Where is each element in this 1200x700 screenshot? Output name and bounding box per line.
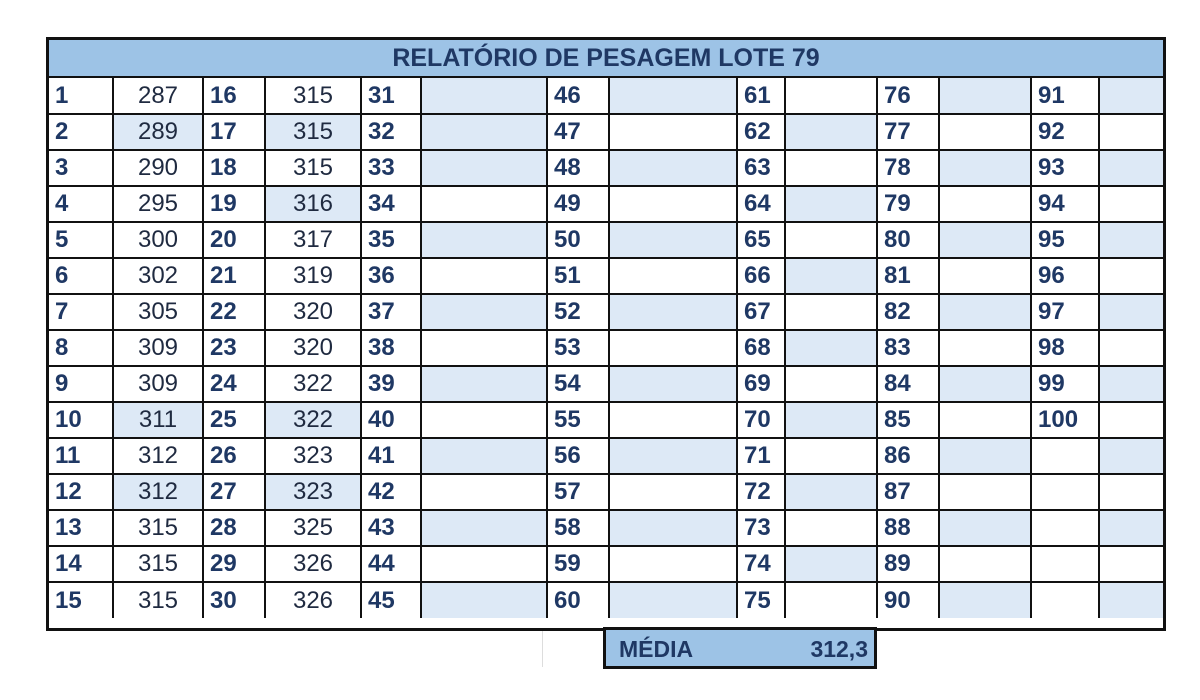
weight-cell (421, 330, 547, 366)
animal-number-cell: 84 (877, 366, 939, 402)
animal-number-cell: 29 (203, 546, 265, 582)
animal-number-cell: 78 (877, 150, 939, 186)
animal-number-cell: 92 (1031, 114, 1099, 150)
animal-number-cell: 91 (1031, 78, 1099, 114)
animal-number-cell (1031, 438, 1099, 474)
animal-number-cell: 67 (737, 294, 785, 330)
weight-cell (421, 294, 547, 330)
weight-cell (609, 546, 737, 582)
weight-cell: 315 (113, 546, 203, 582)
animal-number-cell: 93 (1031, 150, 1099, 186)
weight-cell: 317 (265, 222, 361, 258)
animal-number-cell: 68 (737, 330, 785, 366)
animal-number-cell: 50 (547, 222, 609, 258)
animal-number-cell: 71 (737, 438, 785, 474)
weight-cell (421, 402, 547, 438)
animal-number-cell: 56 (547, 438, 609, 474)
weight-cell (609, 438, 737, 474)
animal-number-cell: 77 (877, 114, 939, 150)
weight-cell (1099, 438, 1163, 474)
animal-number-cell: 16 (203, 78, 265, 114)
weight-cell: 315 (113, 510, 203, 546)
table-row (49, 186, 1163, 222)
weight-cell (785, 186, 877, 222)
weight-cell: 315 (113, 582, 203, 618)
animal-number-cell: 96 (1031, 258, 1099, 294)
weight-cell (785, 510, 877, 546)
weight-cell (609, 186, 737, 222)
weight-cell (785, 150, 877, 186)
animal-number-cell: 60 (547, 582, 609, 618)
weight-cell (1099, 366, 1163, 402)
weight-cell (1099, 78, 1163, 114)
weight-cell (421, 258, 547, 294)
weight-cell (421, 222, 547, 258)
animal-number-cell: 46 (547, 78, 609, 114)
animal-number-cell: 83 (877, 330, 939, 366)
weight-cell (421, 114, 547, 150)
weight-cell: 300 (113, 222, 203, 258)
average-box (603, 627, 877, 669)
table-row (49, 114, 1163, 150)
animal-number-cell: 3 (49, 150, 113, 186)
animal-number-cell: 72 (737, 474, 785, 510)
animal-number-cell: 64 (737, 186, 785, 222)
weight-cell (785, 330, 877, 366)
weight-cell (609, 258, 737, 294)
weight-cell (939, 222, 1031, 258)
weight-cell (1099, 114, 1163, 150)
weight-cell (609, 510, 737, 546)
weight-cell: 309 (113, 366, 203, 402)
animal-number-cell: 59 (547, 546, 609, 582)
animal-number-cell: 82 (877, 294, 939, 330)
animal-number-cell: 49 (547, 186, 609, 222)
weight-cell (785, 78, 877, 114)
weight-cell (939, 150, 1031, 186)
animal-number-cell: 69 (737, 366, 785, 402)
weight-cell (785, 402, 877, 438)
weight-cell (609, 330, 737, 366)
animal-number-cell: 20 (203, 222, 265, 258)
weight-cell: 323 (265, 474, 361, 510)
weight-cell (939, 474, 1031, 510)
weight-cell (785, 366, 877, 402)
weight-cell (1099, 330, 1163, 366)
weighing-report-table (46, 37, 1166, 631)
weight-cell (939, 114, 1031, 150)
weight-cell: 305 (113, 294, 203, 330)
weight-cell (939, 330, 1031, 366)
table-row (49, 402, 1163, 438)
weight-cell (785, 222, 877, 258)
animal-number-cell: 10 (49, 402, 113, 438)
weight-cell (785, 582, 877, 618)
animal-number-cell: 17 (203, 114, 265, 150)
average-label: MÉDIA (619, 636, 694, 662)
animal-number-cell: 7 (49, 294, 113, 330)
animal-number-cell: 37 (361, 294, 421, 330)
weight-cell (609, 78, 737, 114)
animal-number-cell: 53 (547, 330, 609, 366)
weight-cell (421, 150, 547, 186)
animal-number-cell: 73 (737, 510, 785, 546)
weight-cell (785, 114, 877, 150)
weight-cell (421, 78, 547, 114)
animal-number-cell: 70 (737, 402, 785, 438)
table-row (49, 546, 1163, 582)
animal-number-cell: 22 (203, 294, 265, 330)
divider (542, 631, 543, 667)
weight-cell: 315 (265, 114, 361, 150)
weight-cell (785, 438, 877, 474)
animal-number-cell: 76 (877, 78, 939, 114)
animal-number-cell: 57 (547, 474, 609, 510)
weight-cell: 322 (265, 402, 361, 438)
report-title: RELATÓRIO DE PESAGEM LOTE 79 (49, 40, 1163, 78)
weight-cell (939, 402, 1031, 438)
animal-number-cell: 9 (49, 366, 113, 402)
weight-cell (421, 366, 547, 402)
animal-number-cell: 95 (1031, 222, 1099, 258)
weight-cell (939, 546, 1031, 582)
animal-number-cell: 45 (361, 582, 421, 618)
animal-number-cell: 94 (1031, 186, 1099, 222)
animal-number-cell: 35 (361, 222, 421, 258)
animal-number-cell (1031, 546, 1099, 582)
animal-number-cell: 65 (737, 222, 785, 258)
weight-cell (609, 582, 737, 618)
weight-cell: 302 (113, 258, 203, 294)
weight-cell: 312 (113, 438, 203, 474)
animal-number-cell: 48 (547, 150, 609, 186)
table-row (49, 258, 1163, 294)
animal-number-cell: 97 (1031, 294, 1099, 330)
weight-cell (1099, 510, 1163, 546)
weight-cell: 311 (113, 402, 203, 438)
weight-cell (939, 582, 1031, 618)
weight-cell: 290 (113, 150, 203, 186)
weight-cell: 322 (265, 366, 361, 402)
animal-number-cell: 31 (361, 78, 421, 114)
weight-cell (785, 474, 877, 510)
animal-number-cell: 1 (49, 78, 113, 114)
weight-cell (609, 294, 737, 330)
weight-cell (421, 546, 547, 582)
weight-cell: 320 (265, 294, 361, 330)
weight-cell (785, 546, 877, 582)
animal-number-cell: 15 (49, 582, 113, 618)
weight-cell (785, 258, 877, 294)
animal-number-cell: 44 (361, 546, 421, 582)
weight-cell (609, 150, 737, 186)
weight-cell (421, 438, 547, 474)
animal-number-cell (1031, 474, 1099, 510)
weight-cell: 326 (265, 546, 361, 582)
table-row (49, 582, 1163, 618)
weight-cell (421, 474, 547, 510)
animal-number-cell: 41 (361, 438, 421, 474)
animal-number-cell: 42 (361, 474, 421, 510)
animal-number-cell (1031, 510, 1099, 546)
animal-number-cell: 89 (877, 546, 939, 582)
animal-number-cell: 26 (203, 438, 265, 474)
average-value: 312,3 (810, 636, 868, 662)
animal-number-cell: 13 (49, 510, 113, 546)
animal-number-cell: 62 (737, 114, 785, 150)
animal-number-cell: 51 (547, 258, 609, 294)
table-row (49, 438, 1163, 474)
animal-number-cell: 36 (361, 258, 421, 294)
animal-number-cell: 34 (361, 186, 421, 222)
animal-number-cell: 5 (49, 222, 113, 258)
animal-number-cell: 32 (361, 114, 421, 150)
weight-cell (939, 294, 1031, 330)
animal-number-cell: 87 (877, 474, 939, 510)
animal-number-cell: 2 (49, 114, 113, 150)
animal-number-cell: 6 (49, 258, 113, 294)
weight-cell (939, 366, 1031, 402)
animal-number-cell: 75 (737, 582, 785, 618)
weight-cell (1099, 258, 1163, 294)
table-row (49, 474, 1163, 510)
weight-cell (609, 114, 737, 150)
table-row (49, 222, 1163, 258)
weight-cell (609, 222, 737, 258)
weights-grid-body (49, 78, 1163, 618)
animal-number-cell: 23 (203, 330, 265, 366)
weight-cell (1099, 294, 1163, 330)
animal-number-cell: 21 (203, 258, 265, 294)
animal-number-cell: 90 (877, 582, 939, 618)
weight-cell: 320 (265, 330, 361, 366)
weight-cell (1099, 402, 1163, 438)
weight-cell (609, 474, 737, 510)
weight-cell (421, 582, 547, 618)
animal-number-cell: 43 (361, 510, 421, 546)
table-row (49, 294, 1163, 330)
animal-number-cell: 58 (547, 510, 609, 546)
weight-cell (939, 510, 1031, 546)
weight-cell: 323 (265, 438, 361, 474)
animal-number-cell: 39 (361, 366, 421, 402)
animal-number-cell: 88 (877, 510, 939, 546)
weights-grid (49, 78, 1163, 618)
weight-cell (1099, 582, 1163, 618)
animal-number-cell: 74 (737, 546, 785, 582)
animal-number-cell: 81 (877, 258, 939, 294)
weight-cell: 315 (265, 150, 361, 186)
animal-number-cell: 100 (1031, 402, 1099, 438)
animal-number-cell: 86 (877, 438, 939, 474)
animal-number-cell: 98 (1031, 330, 1099, 366)
animal-number-cell: 4 (49, 186, 113, 222)
weight-cell: 287 (113, 78, 203, 114)
weight-cell (939, 438, 1031, 474)
animal-number-cell: 18 (203, 150, 265, 186)
weight-cell (609, 366, 737, 402)
weight-cell: 309 (113, 330, 203, 366)
weight-cell: 316 (265, 186, 361, 222)
weight-cell (939, 78, 1031, 114)
weight-cell (1099, 186, 1163, 222)
weight-cell (785, 294, 877, 330)
weight-cell (939, 258, 1031, 294)
table-row (49, 150, 1163, 186)
weight-cell (1099, 546, 1163, 582)
animal-number-cell: 99 (1031, 366, 1099, 402)
animal-number-cell: 40 (361, 402, 421, 438)
animal-number-cell: 24 (203, 366, 265, 402)
animal-number-cell: 80 (877, 222, 939, 258)
table-row (49, 510, 1163, 546)
animal-number-cell: 66 (737, 258, 785, 294)
animal-number-cell (1031, 582, 1099, 618)
animal-number-cell: 52 (547, 294, 609, 330)
table-row (49, 366, 1163, 402)
weight-cell (421, 186, 547, 222)
animal-number-cell: 61 (737, 78, 785, 114)
weight-cell: 315 (265, 78, 361, 114)
weight-cell (939, 186, 1031, 222)
weight-cell: 326 (265, 582, 361, 618)
animal-number-cell: 55 (547, 402, 609, 438)
weight-cell (609, 402, 737, 438)
weight-cell: 325 (265, 510, 361, 546)
animal-number-cell: 8 (49, 330, 113, 366)
animal-number-cell: 85 (877, 402, 939, 438)
weight-cell: 319 (265, 258, 361, 294)
weight-cell: 295 (113, 186, 203, 222)
animal-number-cell: 12 (49, 474, 113, 510)
animal-number-cell: 30 (203, 582, 265, 618)
table-row (49, 78, 1163, 114)
animal-number-cell: 28 (203, 510, 265, 546)
animal-number-cell: 19 (203, 186, 265, 222)
animal-number-cell: 25 (203, 402, 265, 438)
weight-cell (1099, 150, 1163, 186)
animal-number-cell: 14 (49, 546, 113, 582)
weight-cell (1099, 222, 1163, 258)
weight-cell: 312 (113, 474, 203, 510)
weight-cell (421, 510, 547, 546)
table-row (49, 330, 1163, 366)
animal-number-cell: 33 (361, 150, 421, 186)
animal-number-cell: 79 (877, 186, 939, 222)
animal-number-cell: 63 (737, 150, 785, 186)
animal-number-cell: 27 (203, 474, 265, 510)
animal-number-cell: 54 (547, 366, 609, 402)
animal-number-cell: 11 (49, 438, 113, 474)
animal-number-cell: 47 (547, 114, 609, 150)
weight-cell: 289 (113, 114, 203, 150)
animal-number-cell: 38 (361, 330, 421, 366)
weight-cell (1099, 474, 1163, 510)
